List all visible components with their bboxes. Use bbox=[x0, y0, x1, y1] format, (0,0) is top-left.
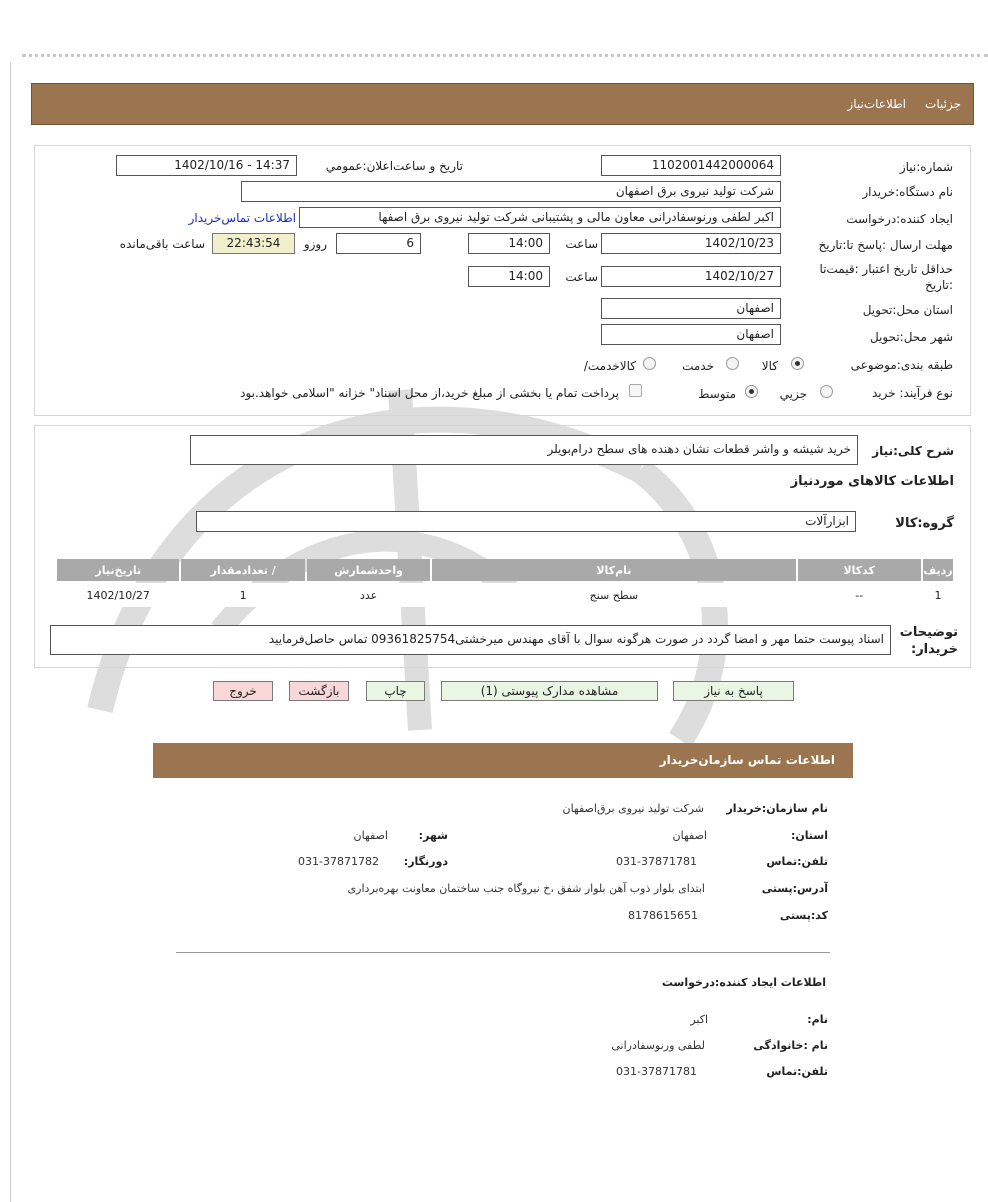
deadline-time-field: 14:00 bbox=[468, 233, 550, 254]
header-bar bbox=[31, 83, 974, 125]
col-code: کدکالا bbox=[798, 559, 921, 581]
remaining-time-field: 22:43:54 bbox=[212, 233, 295, 254]
tab-details[interactable]: جزئیات bbox=[925, 97, 961, 111]
contact-city-label: :شهر bbox=[418, 829, 448, 842]
radio-medium[interactable] bbox=[745, 385, 758, 398]
table-row bbox=[57, 583, 953, 607]
buyer-contact-title: اطلاعات تماس سازمان‌خریدار bbox=[659, 753, 835, 767]
buyer-notes-label-2: :خریدار bbox=[911, 642, 958, 657]
left-rule bbox=[10, 62, 11, 1202]
address-label: آدرس:پستی bbox=[761, 882, 828, 895]
contact-fax-label: :دورنگار bbox=[403, 855, 448, 868]
province-label: استان محل:تحویل bbox=[862, 303, 953, 317]
back-button[interactable]: بازگشت bbox=[289, 681, 349, 701]
reply-button[interactable]: پاسخ به نیاز bbox=[673, 681, 794, 701]
cell-qty: 1 bbox=[181, 583, 304, 607]
buyer-field: شرکت تولید نیروی برق اصفهان bbox=[241, 181, 781, 202]
treasury-label: پرداخت تمام یا بخشی از مبلغ خرید،از محل اسناد" خزانه "اسلامی خواهد.بود bbox=[240, 386, 619, 400]
contact-fax-value: 031-37871782 bbox=[298, 855, 379, 868]
general-desc-label: شرح کلی:نیاز bbox=[872, 444, 954, 458]
org-label: نام سازمان:خریدار bbox=[726, 802, 828, 815]
cell-row: 1 bbox=[923, 583, 953, 607]
contact-phone-label: تلفن:تماس bbox=[766, 855, 828, 868]
buyer-contact-bar bbox=[153, 743, 853, 778]
validity-label-2: :تاریخ bbox=[925, 278, 953, 292]
requester-family-label: نام :خانوادگی bbox=[753, 1039, 828, 1052]
requester-name-value: اکبر bbox=[690, 1013, 708, 1026]
deadline-time-label: ساعت bbox=[565, 237, 598, 251]
buyer-notes-label: توضیحات bbox=[899, 625, 958, 640]
contact-divider bbox=[176, 952, 830, 953]
radio-service[interactable] bbox=[726, 357, 739, 370]
items-table bbox=[55, 557, 955, 609]
radio-service-label: خدمت bbox=[682, 359, 714, 373]
goods-info-title: اطلاعات کالاهای موردنیاز bbox=[790, 474, 954, 489]
col-qty: / تعدادمقدار bbox=[181, 559, 304, 581]
radio-goods-service[interactable] bbox=[643, 357, 656, 370]
radio-partial-label: جزيي bbox=[779, 387, 807, 401]
tab-need-info[interactable]: اطلاعات‌نیاز bbox=[847, 97, 906, 111]
radio-medium-label: متوسط bbox=[698, 387, 736, 401]
announce-label: تاریخ و ساعت‌اعلان:عمومي bbox=[325, 159, 463, 173]
category-label: طبقه بندی:موضوعی bbox=[850, 358, 953, 372]
buyer-contact-link[interactable]: اطلاعات تماس‌خریدار bbox=[188, 211, 296, 225]
goods-group-label: گروه:کالا bbox=[895, 516, 954, 531]
items-table-header bbox=[57, 559, 953, 581]
creator-field: اکبر لطفی ورنوسفادرانی معاون مالی و پشتیبانی شرکت تولید نیروی برق اصفها bbox=[299, 207, 781, 228]
cell-name: سطح سنج bbox=[432, 583, 795, 607]
address-value: ابتدای بلوار ذوب آهن بلوار شفق ،خ نیروگاه جنب ساختمان معاونت بهره‌برداری bbox=[347, 882, 705, 895]
remaining-label: ساعت باقی‌مانده bbox=[119, 237, 205, 251]
cell-code: -- bbox=[798, 583, 921, 607]
cell-date: 1402/10/27 bbox=[57, 583, 179, 607]
col-name: نام‌کالا bbox=[432, 559, 795, 581]
radio-partial[interactable] bbox=[820, 385, 833, 398]
validity-time-field: 14:00 bbox=[468, 266, 550, 287]
col-date: تاریخ‌نیاز bbox=[57, 559, 179, 581]
days-field: 6 bbox=[336, 233, 421, 254]
validity-date-field: 1402/10/27 bbox=[601, 266, 781, 287]
requester-name-label: :نام bbox=[807, 1013, 828, 1026]
postal-value: 8178615651 bbox=[628, 909, 698, 922]
col-unit: واحدشمارش bbox=[307, 559, 430, 581]
contact-city-value: اصفهان bbox=[353, 829, 388, 842]
goods-group-field: ابزارآلات bbox=[196, 511, 856, 532]
deadline-date-field: 1402/10/23 bbox=[601, 233, 781, 254]
requester-phone-value: 031-37871781 bbox=[616, 1065, 697, 1078]
contact-province-label: :استان bbox=[790, 829, 828, 842]
radio-goods-label: کالا bbox=[761, 359, 778, 373]
buyer-notes-field: اسناد پیوست حتما مهر و امضا گردد در صورت هرگونه سوال با آقای مهندس میرخشتی09361825754 تماس حاصل‌فرمایید bbox=[50, 625, 891, 655]
announce-field: 1402/10/16 - 14:37 bbox=[116, 155, 297, 176]
exit-button[interactable]: خروج bbox=[213, 681, 273, 701]
contact-phone-value: 031-37871781 bbox=[616, 855, 697, 868]
requester-family-value: لطفی ورنوسفادرانی bbox=[611, 1039, 705, 1052]
general-desc-field: خرید شیشه و واشر قطعات نشان دهنده های سطح درام‌بویلر bbox=[190, 435, 858, 465]
days-label: روزو bbox=[303, 237, 327, 251]
need-number-field: 1102001442000064 bbox=[601, 155, 781, 176]
print-button[interactable]: چاپ bbox=[366, 681, 425, 701]
buyer-label: نام دستگاه:خریدار bbox=[862, 185, 953, 199]
treasury-checkbox[interactable] bbox=[629, 384, 642, 397]
creator-label: ایجاد کننده:درخواست bbox=[846, 212, 953, 226]
radio-goods[interactable] bbox=[791, 357, 804, 370]
requester-phone-label: تلفن:تماس bbox=[766, 1065, 828, 1078]
city-field: اصفهان bbox=[601, 324, 781, 345]
postal-label: کد:پستی bbox=[779, 909, 828, 922]
top-dotted-divider bbox=[22, 54, 988, 57]
city-label: شهر محل:تحویل bbox=[869, 330, 953, 344]
validity-label: حداقل تاریخ اعتبار :قیمت‌تا bbox=[819, 262, 953, 276]
need-number-label: شماره:نیاز bbox=[899, 160, 953, 174]
col-row: ردیف bbox=[923, 559, 953, 581]
province-field: اصفهان bbox=[601, 298, 781, 319]
org-value: شرکت تولید نیروی برق‌اصفهان bbox=[562, 802, 704, 815]
attachments-button[interactable]: مشاهده مدارک پیوستی (1) bbox=[441, 681, 658, 701]
validity-time-label: ساعت bbox=[565, 270, 598, 284]
contact-province-value: اصفهان bbox=[672, 829, 707, 842]
requester-title: اطلاعات ایجاد کننده:درخواست bbox=[661, 976, 826, 989]
deadline-label: مهلت ارسال :پاسخ تا:تاریخ bbox=[818, 238, 953, 252]
radio-goods-service-label: /کالاخدمت bbox=[583, 359, 636, 373]
process-label: نوع فرآیند: خرید bbox=[872, 386, 953, 400]
cell-unit: عدد bbox=[307, 583, 430, 607]
